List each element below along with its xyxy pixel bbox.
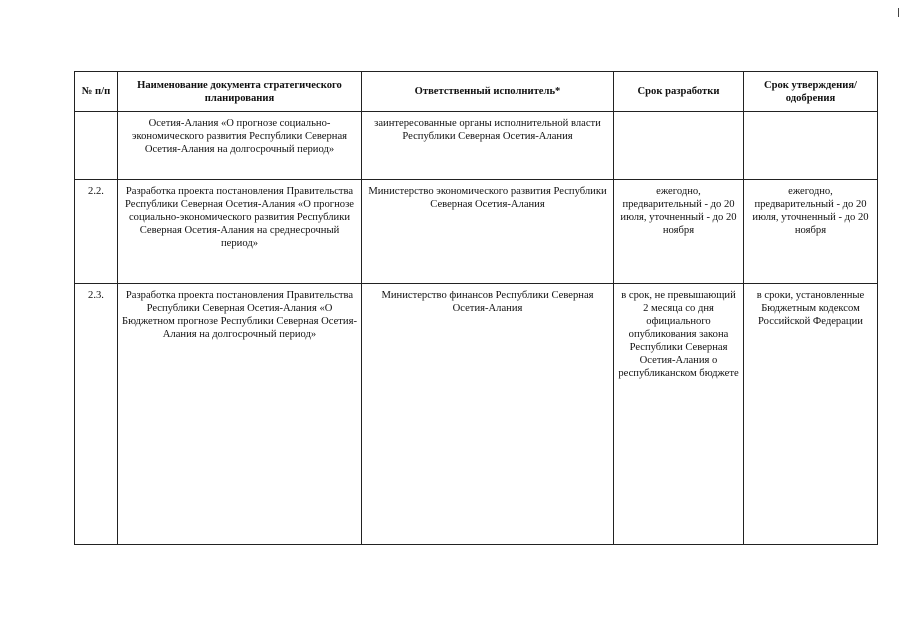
row-number [75,112,118,180]
table-row [75,112,878,180]
header-number: № п/п [75,72,118,112]
table-header-row [75,72,878,112]
executor-cell: Министерство экономического развития Республики Северная Осетия-Алания [362,180,614,284]
document-name-cell: Разработка проекта постановления Правительства Республики Северная Осетия-Алания «О Бюджетном прогнозе Республики Северная Осетия-Алания на долгосрочный период» [118,284,362,545]
header-responsible-executor: Ответственный исполнитель* [362,72,614,112]
executor-cell: Министерство финансов Республики Северная Осетия-Алания [362,284,614,545]
header-development-term: Срок разработки [614,72,744,112]
approval-term-cell: ежегодно, предварительный - до 20 июля, уточненный - до 20 ноября [744,180,878,284]
strategic-planning-table [74,71,878,545]
development-term-cell: в срок, не превышающий 2 месяца со дня официального опубликования закона Республики Северная Осетия-Алания о республиканском бюджете [614,284,744,545]
row-number: 2.3. [75,284,118,545]
executor-cell: заинтересованные органы исполнительной власти Республики Северная Осетия-Алания [362,112,614,180]
development-term-cell: ежегодно, предварительный - до 20 июля, уточненный - до 20 ноября [614,180,744,284]
header-approval-term: Срок утверждения/ одобрения [744,72,878,112]
table-row [75,180,878,284]
header-document-name: Наименование документа стратегического планирования [118,72,362,112]
approval-term-cell: в сроки, установленные Бюджетным кодексом Российской Федерации [744,284,878,545]
document-name-cell: Осетия-Алания «О прогнозе социально-экономического развития Республики Северная Осетия-Алания на долгосрочный период» [118,112,362,180]
development-term-cell [614,112,744,180]
approval-term-cell [744,112,878,180]
page-edge-mark [898,8,899,17]
document-name-cell: Разработка проекта постановления Правительства Республики Северная Осетия-Алания «О прогнозе социально-экономического развития Республики Северная Осетия-Алания на среднесрочный период» [118,180,362,284]
table-row [75,284,878,545]
row-number: 2.2. [75,180,118,284]
